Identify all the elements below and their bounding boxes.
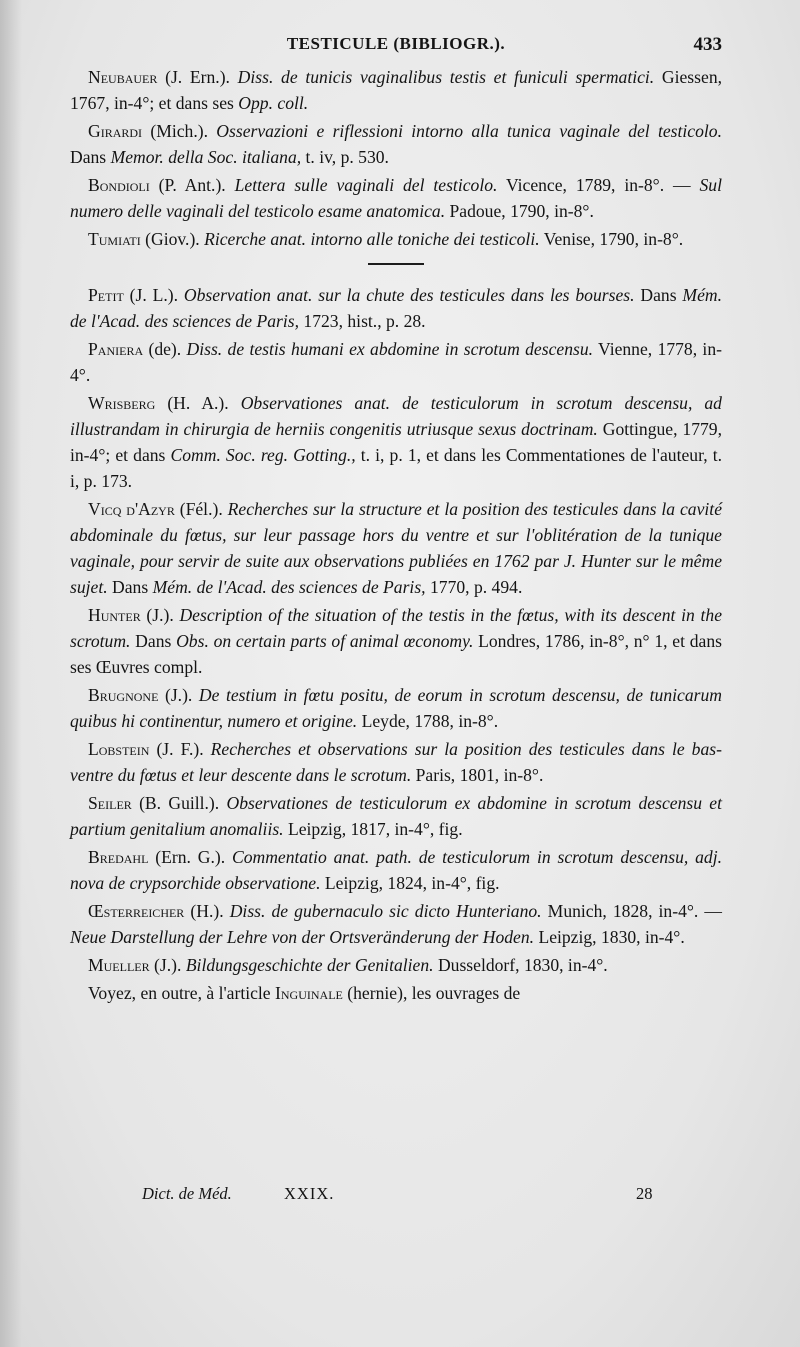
entry-initials: (P. Ant.). [149, 175, 235, 195]
entry-title: Diss. de gubernaculo sic dicto Hunteriano. [229, 901, 542, 921]
bibliography-entry [70, 64, 722, 116]
entry-source-title: Neue Darstellung der Lehre von der Ortsveränderung der Hoden. [70, 927, 535, 947]
entry-publication: Leipzig, 1817, in-4°, fig. [283, 819, 463, 839]
entry-publication: Gottingue, 1779, in-4°; et dans [70, 419, 723, 465]
entry-title: Ricerche anat. intorno alle toniche dei testicoli. [204, 229, 540, 249]
entry-title: Recherches et observations sur la position des testicules dans le bas-ventre du fœtus et leur descente dans le scrotum. [70, 739, 722, 785]
entry-publication: Munich, 1828, in-4°. — [541, 901, 722, 921]
bibliography-body [70, 64, 722, 1008]
bibliography-entry [70, 496, 722, 600]
bibliography-entry [70, 336, 722, 388]
entry-initials: (J. F.). [149, 739, 211, 759]
entry-publication: Leipzig, 1824, in-4°, fig. [320, 873, 500, 893]
bibliography-entry [70, 844, 722, 896]
entry-initials: (Mich.). [142, 121, 217, 141]
entry-details: t. i, p. 1, et dans les Commentationes de l'auteur, t. i, p. 173. [70, 445, 723, 491]
entry-author: Brugnone [88, 685, 159, 705]
entry-text: (hernie), les ouvrages de [342, 983, 521, 1003]
bibliography-entry [70, 172, 722, 224]
bibliography-entry [70, 118, 722, 170]
entry-title: Recherches sur la structure et la position des testicules dans la cavité abdominale du fœtus, sur leur passage hors du ventre et sur l'oblitération de la tunique vaginale, pour servir de suite aux observations publiées en 1762 par J. Hunter sur le même sujet. [70, 499, 722, 597]
entry-author: Paniera [88, 339, 144, 359]
entry-author: Lobstein [88, 739, 150, 759]
entry-source-title: Opp. coll. [238, 93, 309, 113]
signature-mark: Dict. de Méd. [142, 1184, 232, 1203]
entry-publication: Dans [107, 577, 153, 597]
bibliography-entry [70, 682, 722, 734]
entry-source-title: Mém. de l'Acad. des sciences de Paris, [152, 577, 426, 597]
entry-initials: Voyez, en outre, à l'article [88, 983, 276, 1003]
entry-publication: Dusseldorf, 1830, in-4°. [433, 955, 608, 975]
entry-source-title: Mém. de l'Acad. des sciences de Paris, [70, 285, 722, 331]
entry-title: Observationes de testiculorum ex abdomine in scrotum descensu et partium genitalium anomaliis. [70, 793, 723, 839]
entry-author: Neubauer [88, 67, 158, 87]
entry-details: Padoue, 1790, in-8°. [445, 201, 594, 221]
bibliography-entry [70, 390, 722, 494]
entry-initials: (B. Guill.). [131, 793, 227, 813]
bibliography-entry [70, 898, 722, 950]
entry-initials: (J. Ern.). [157, 67, 238, 87]
entry-initials: (H.). [184, 901, 230, 921]
entry-initials: (J. L.). [123, 285, 184, 305]
entry-author: Girardi [88, 121, 143, 141]
entry-publication: Paris, 1801, in-8°. [411, 765, 544, 785]
entry-title: Osservazioni e riflessioni intorno alla tunica vaginale del testicolo. [216, 121, 722, 141]
entry-article-name: Inguinale [275, 983, 343, 1003]
entry-author: Vicq d'Azyr [88, 499, 175, 519]
page-number: 433 [693, 34, 722, 55]
entry-details: 1723, hist., p. 28. [299, 311, 426, 331]
section-divider [368, 263, 424, 265]
volume-mark: XXIX. [284, 1184, 335, 1203]
entry-title: Diss. de testis humani ex abdomine in scrotum descensu. [186, 339, 594, 359]
entry-publication: Vienne, 1778, in-4°. [70, 339, 722, 385]
bibliography-entry [70, 980, 722, 1006]
entry-publication: Dans [130, 631, 177, 651]
entry-author: Seiler [88, 793, 132, 813]
entry-group-descent [70, 282, 722, 1006]
entry-author: Bredahl [88, 847, 149, 867]
entry-details: Londres, 1786, in-8°, n° 1, et dans ses Œuvres compl. [70, 631, 722, 677]
entry-title: Commentatio anat. path. de testiculorum in scrotum descensu, adj. nova de crypsorchide observatione. [70, 847, 723, 893]
entry-publication: Vicence, 1789, in-8°. — [497, 175, 700, 195]
running-header [70, 34, 722, 60]
entry-initials: (de). [143, 339, 187, 359]
entry-title: Description of the situation of the testis in the fœtus, with its descent in the scrotum. [70, 605, 722, 651]
running-title: TESTICULE (BIBLIOGR.). [286, 34, 506, 53]
entry-author: Bondioli [88, 175, 150, 195]
bibliography-entry [70, 952, 722, 978]
entry-initials: (H. A.). [155, 393, 241, 413]
entry-details: 1770, p. 494. [425, 577, 523, 597]
bibliography-entry [70, 282, 722, 334]
entry-details: Leipzig, 1830, in-4°. [534, 927, 685, 947]
entry-author: Wrisberg [88, 393, 156, 413]
entry-initials: (J.). [158, 685, 199, 705]
entry-title: Observationes anat. de testiculorum in scrotum descensu, ad illustrandam in chirurgia de herniis congenitis utriusque sexus doctrinam. [70, 393, 722, 439]
entry-author: Hunter [88, 605, 141, 625]
signature-line [70, 1184, 722, 1208]
entry-initials: (J.). [140, 605, 180, 625]
entry-source-title: Sul numero delle vaginali del testicolo esame anatomica. [70, 175, 722, 221]
entry-publication: Giessen, 1767, in-4°; et dans ses [70, 67, 723, 113]
entry-source-title: Comm. Soc. reg. Gotting., [170, 445, 356, 465]
entry-title: Diss. de tunicis vaginalibus testis et funiculi spermatici. [237, 67, 655, 87]
entry-author: Tumiati [88, 229, 141, 249]
bibliography-entry [70, 226, 722, 252]
entry-author: Mueller [88, 955, 150, 975]
entry-source-title: Obs. on certain parts of animal œconomy. [176, 631, 474, 651]
entry-initials: (Fél.). [174, 499, 228, 519]
entry-publication: Dans [634, 285, 683, 305]
entry-title: Observation anat. sur la chute des testicules dans les bourses. [183, 285, 635, 305]
entry-publication: Venise, 1790, in-8°. [539, 229, 684, 249]
entry-author: Œsterreicher [88, 901, 185, 921]
entry-title: De testium in fœtu positu, de eorum in scrotum descensu, de tunicarum quibus hi continentur, numero et origine. [70, 685, 722, 731]
entry-initials: (Ern. G.). [148, 847, 232, 867]
bibliography-entry [70, 790, 722, 842]
entry-title: Lettera sulle vaginali del testicolo. [234, 175, 498, 195]
entry-publication: Dans [70, 147, 111, 167]
bibliography-entry [70, 736, 722, 788]
entry-initials: (J.). [149, 955, 186, 975]
entry-source-title: Memor. della Soc. italiana, [110, 147, 302, 167]
entry-author: Petit [88, 285, 124, 305]
bibliography-entry [70, 602, 722, 680]
entry-publication: Leyde, 1788, in-8°. [357, 711, 499, 731]
entry-group-vaginal [70, 64, 722, 252]
entry-details: t. iv, p. 530. [301, 147, 389, 167]
entry-title: Bildungsgeschichte der Genitalien. [185, 955, 434, 975]
sheet-number: 28 [636, 1184, 653, 1203]
entry-initials: (Giov.). [140, 229, 205, 249]
